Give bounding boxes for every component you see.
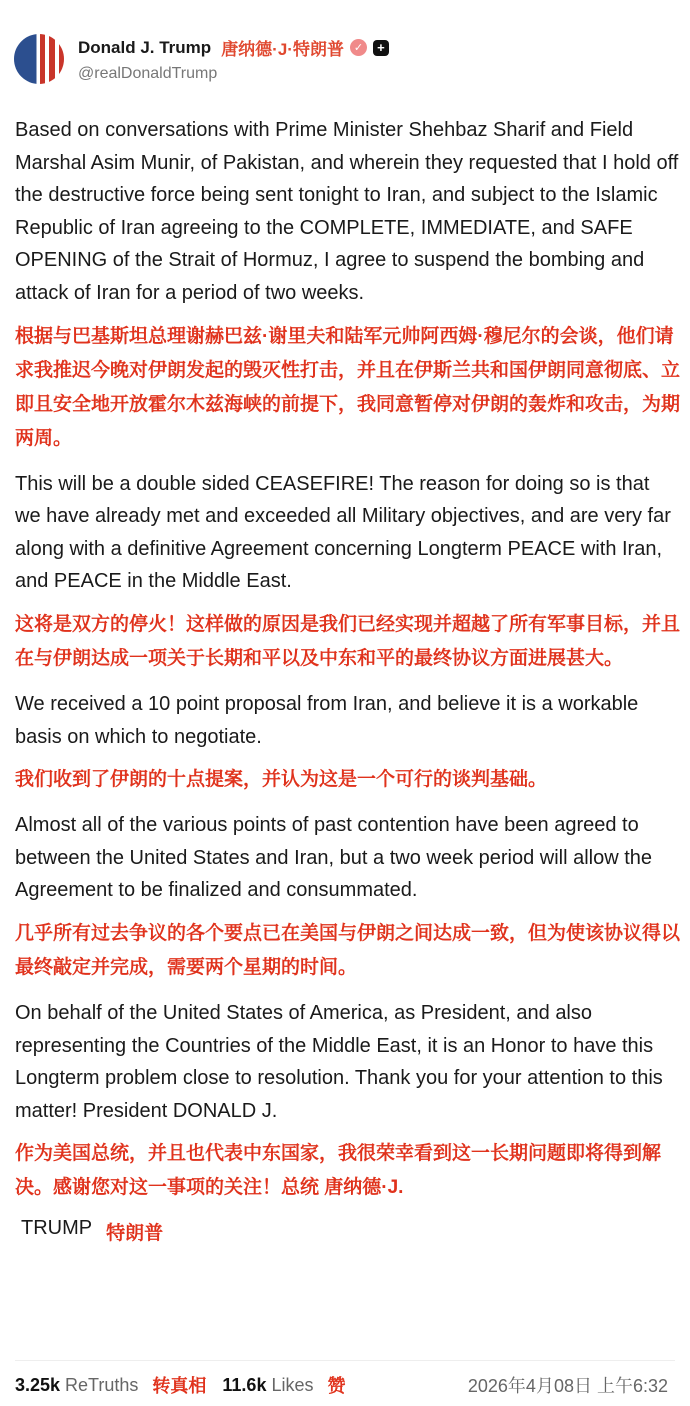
likes-label-zh: 赞	[327, 1376, 346, 1396]
post-body	[15, 114, 680, 1251]
signoff	[15, 1217, 680, 1251]
signoff-zh: 特朗普	[106, 1223, 164, 1245]
author-handle[interactable]: @realDonaldTrump	[78, 65, 218, 82]
post-header	[14, 34, 389, 84]
retruths-label-zh: 转真相	[152, 1376, 207, 1396]
plus-badge-icon: +	[373, 40, 389, 56]
paragraph-en: Almost all of the various points of past contention have been agreed to between the United States and Iran, but a two week period will allow the Agreement to be finalized and consummated.	[15, 814, 653, 902]
retruths-count[interactable]: 3.25k	[15, 1374, 61, 1395]
author-name[interactable]: Donald J. Trump	[78, 37, 212, 57]
likes-count[interactable]: 11.6k	[222, 1374, 267, 1395]
paragraph-en: We received a 10 point proposal from Iran, and believe it is a workable basis on which to negotiate.	[15, 692, 639, 748]
signoff-en: TRUMP	[21, 1217, 93, 1240]
likes-label[interactable]: Likes	[271, 1374, 314, 1395]
paragraph-en: Based on conversations with Prime Minister Shehbaz Sharif and Field Marshal Asim Munir, of Pakistan, and wherein they requested that I hold off the destructive force being sent tonight to Iran, and subject to the Islamic Republic of Iran agreeing to the COMPLETE, IMMEDIATE, and SAFE OPENING of the Strait of Hormuz, I agree to suspend the bombing and attack of Iran for a period of two weeks.	[15, 119, 679, 304]
paragraph-zh: 作为美国总统，并且也代表中东国家，我很荣幸看到这一长期问题即将得到解决。感谢您对这一事项的关注！总统 唐纳德·J.	[15, 1143, 662, 1199]
retruths-label[interactable]: ReTruths	[65, 1374, 139, 1395]
post-timestamp[interactable]: 2026年4月08日 上午6:32	[467, 1376, 668, 1396]
post-stats	[15, 1372, 668, 1398]
paragraph-en: On behalf of the United States of America, as President, and also representing the Countries of the Middle East, it is an Honor to have this Longterm problem close to resolution. Thank you for your attention to this matter! President DONALD J.	[15, 1001, 663, 1122]
divider	[15, 1360, 675, 1361]
avatar[interactable]	[14, 34, 64, 84]
author-name-zh: 唐纳德·J·特朗普	[221, 40, 344, 59]
paragraph-zh: 几乎所有过去争议的各个要点已在美国与伊朗之间达成一致，但为使该协议得以最终敲定并完成，需要两个星期的时间。	[15, 922, 681, 978]
paragraph-zh: 我们收到了伊朗的十点提案，并认为这是一个可行的谈判基础。	[15, 769, 548, 791]
paragraph-zh: 根据与巴基斯坦总理谢赫巴兹·谢里夫和陆军元帅阿西姆·穆尼尔的会谈，他们请求我推迟今晚对伊朗发起的毁灭性打击，并且在伊斯兰共和国伊朗同意彻底、立即且安全地开放霍尔木兹海峡的前提下，我同意暂停对伊朗的轰炸和攻击，为期两周。	[15, 325, 681, 449]
verified-badge-icon: ✓	[350, 39, 367, 56]
paragraph-zh: 这将是双方的停火！这样做的原因是我们已经实现并超越了所有军事目标，并且在与伊朗达成一项关于长期和平以及中东和平的最终协议方面进展甚大。	[15, 613, 681, 669]
paragraph-en: This will be a double sided CEASEFIRE! The reason for doing so is that we have already met and exceeded all Military objectives, and are very far along with a definitive Agreement concerning Longterm PEACE with Iran, and PEACE in the Middle East.	[15, 472, 671, 593]
